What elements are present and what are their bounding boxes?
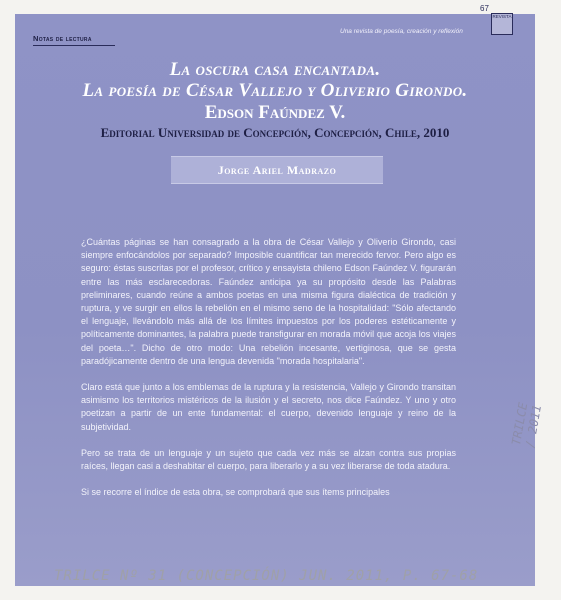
book-title-line1: La oscura casa encantada. — [169, 59, 381, 80]
book-publisher: Editorial Universidad de Concepción, Concepción, Chile, 2010 — [100, 125, 450, 140]
section-divider — [33, 45, 115, 46]
section-label: Notas de lectura — [33, 34, 92, 43]
book-title-block — [15, 59, 535, 141]
content-band — [15, 14, 545, 586]
body-paragraph: Claro está que junto a los emblemas de la ruptura y la resistencia, Vallejo y Girondo transitan asimismo los territorios mistéricos de la ilusión y el secreto, nos dice Faúndez. Y uno y otro poetizan a partir de un ente fundamental: el cuerpo, devenido lenguaje y reino de la subjetividad. — [81, 382, 456, 432]
reviewer-name: Jorge Ariel Madrazo — [217, 163, 337, 177]
handwritten-reference: TRILCE Nº 31 (CONCEPCIÓN) JUN. 2011, P. 67-68 — [54, 568, 479, 584]
journal-logo: REVISTA — [491, 13, 513, 35]
journal-tagline: Una revista de poesía, creación y reflexión — [340, 28, 463, 35]
page-number: 67 — [480, 4, 489, 13]
body-paragraph: Si se recorre el índice de esta obra, se comprobará que sus ítems principales — [81, 487, 390, 498]
body-paragraph: Pero se trata de un lenguaje y un sujeto que cada vez más se alzan contra sus propias raíces, llegan casi a deshabitar el cuerpo, para liberarlo y a su vez liberarse de toda atadura. — [81, 447, 456, 472]
handwritten-side-note: TRILCE / 2011 — [509, 401, 545, 449]
book-author: Edson Faúndez V. — [204, 102, 346, 123]
book-title-line2: La poesía de César Vallejo y Oliverio Girondo. — [82, 80, 468, 101]
reviewer-banner — [171, 156, 383, 184]
body-paragraph: ¿Cuántas páginas se han consagrado a la obra de César Vallejo y Oliverio Girondo, casi siempre enfocándolos por separado? Imposible cuantificar tan merecido fervor. Pero algo es seguro: éstas suscritas por el profesor, crítico y ensayista chileno Edson Faúndez V. figurarán entre las más esclarecedoras. Faúndez anticipa ya su propósito desde las Palabras preliminares, cuando reúne a ambos poetas en una misma figura dialéctica de tradición y ruptura, y ve surgir en ellos la rebelión en el mismo seno de la hospitalidad: "Sólo afectando el lenguaje, llevándolo más allá de los límites impuestos por los poderes estéticamente y políticamente dominantes, la palabra puede transfigurar en morada móvil que acoja los viajes del poeta…". Dicho de otro modo: Una rebelión incesante, vertiginosa, que se gesta paradójicamente dentro de una lengua devenida "morada hospitalaria". — [81, 237, 456, 366]
review-body — [81, 236, 456, 512]
